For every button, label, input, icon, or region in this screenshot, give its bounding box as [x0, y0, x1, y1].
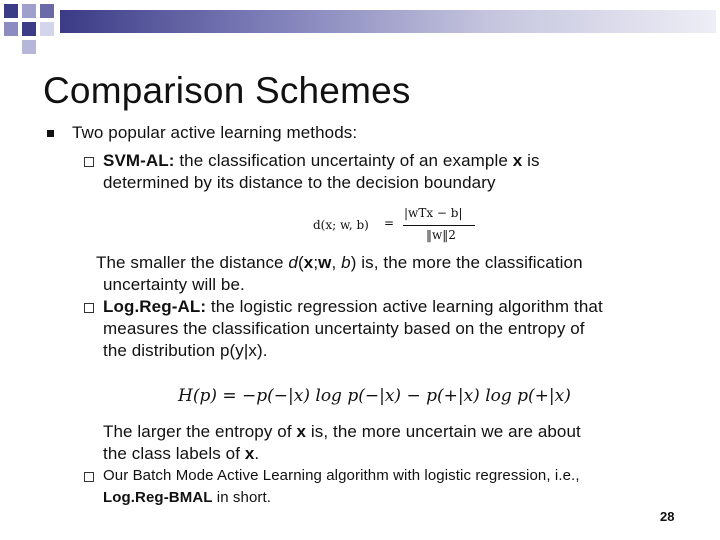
- svm-text-a: the classification uncertainty of an example: [174, 151, 513, 170]
- logreg-item-line2: measures the classification uncertainty based on the entropy of: [103, 319, 585, 338]
- logreg-item-line3: the distribution p(y|x).: [103, 341, 268, 360]
- batch-item-bold: Log.Reg-BMAL: [103, 489, 213, 506]
- logreg-item-line1: [103, 296, 603, 318]
- sub-bullet-marker: [84, 157, 94, 167]
- deco-square: [4, 4, 18, 18]
- entropy-note-line2: [103, 443, 259, 465]
- svm-var-x: x: [512, 151, 523, 170]
- distance-formula-denominator: ‖w‖2: [426, 228, 456, 242]
- page-number: 28: [660, 509, 675, 524]
- header-gradient-bar: [60, 10, 716, 33]
- distance-formula-lhs: d(x; w, b): [313, 218, 369, 232]
- deco-square: [4, 22, 18, 36]
- batch-item-rest: in short.: [212, 489, 272, 506]
- svm-note-post: is, the more the classification: [356, 253, 583, 272]
- expr-open: (: [297, 253, 304, 272]
- svm-note-line2: uncertainty will be.: [103, 275, 245, 294]
- expr-sep: ;: [313, 253, 319, 272]
- logreg-label: Log.Reg-AL:: [103, 297, 207, 316]
- batch-item-line1: Our Batch Mode Active Learning algorithm with logistic regression, i.e.,: [103, 467, 580, 484]
- main-bullet-text: Two popular active learning methods:: [72, 123, 358, 142]
- entropy-note-line2-x: x: [244, 444, 255, 463]
- expr-d: d: [288, 253, 298, 272]
- svm-label: SVM-AL:: [103, 151, 175, 170]
- entropy-note-x: x: [296, 422, 307, 441]
- sub-bullet-marker: [84, 303, 94, 313]
- svm-note-line1: [96, 252, 583, 274]
- batch-item-line2: [103, 487, 271, 509]
- fraction-bar: [403, 225, 475, 226]
- entropy-note-line2-post: .: [254, 444, 260, 463]
- logreg-text: the logistic regression active learning algorithm that: [206, 297, 603, 316]
- main-bullet-marker: [47, 130, 54, 137]
- svm-text-b: is: [522, 151, 540, 170]
- deco-square: [22, 40, 36, 54]
- entropy-note-line2-pre: the class labels of: [103, 444, 245, 463]
- entropy-formula: H(p) = −p(−|x) log p(−|x) − p(+|x) log p(+|x): [178, 386, 571, 406]
- slide-title: Comparison Schemes: [43, 70, 411, 111]
- entropy-note-post: is, the more uncertain we are about: [306, 422, 581, 441]
- deco-square: [40, 22, 54, 36]
- svm-item-line1: [103, 150, 540, 172]
- expr-x: x: [303, 253, 314, 272]
- svm-item-line2: determined by its distance to the decision boundary: [103, 173, 496, 192]
- deco-square: [22, 22, 36, 36]
- deco-square: [40, 4, 54, 18]
- svm-note-pre: The smaller the distance: [96, 253, 289, 272]
- equals-sign: =: [384, 216, 395, 230]
- distance-formula-numerator: |wTx − b|: [404, 206, 463, 220]
- expr-b: b: [341, 253, 351, 272]
- entropy-note-line1: [103, 421, 581, 443]
- entropy-note-pre: The larger the entropy of: [103, 422, 297, 441]
- deco-square: [22, 4, 36, 18]
- expr-close: ): [350, 253, 357, 272]
- expr-w: w: [318, 253, 332, 272]
- expr-comma: ,: [331, 253, 342, 272]
- sub-bullet-marker: [84, 472, 94, 482]
